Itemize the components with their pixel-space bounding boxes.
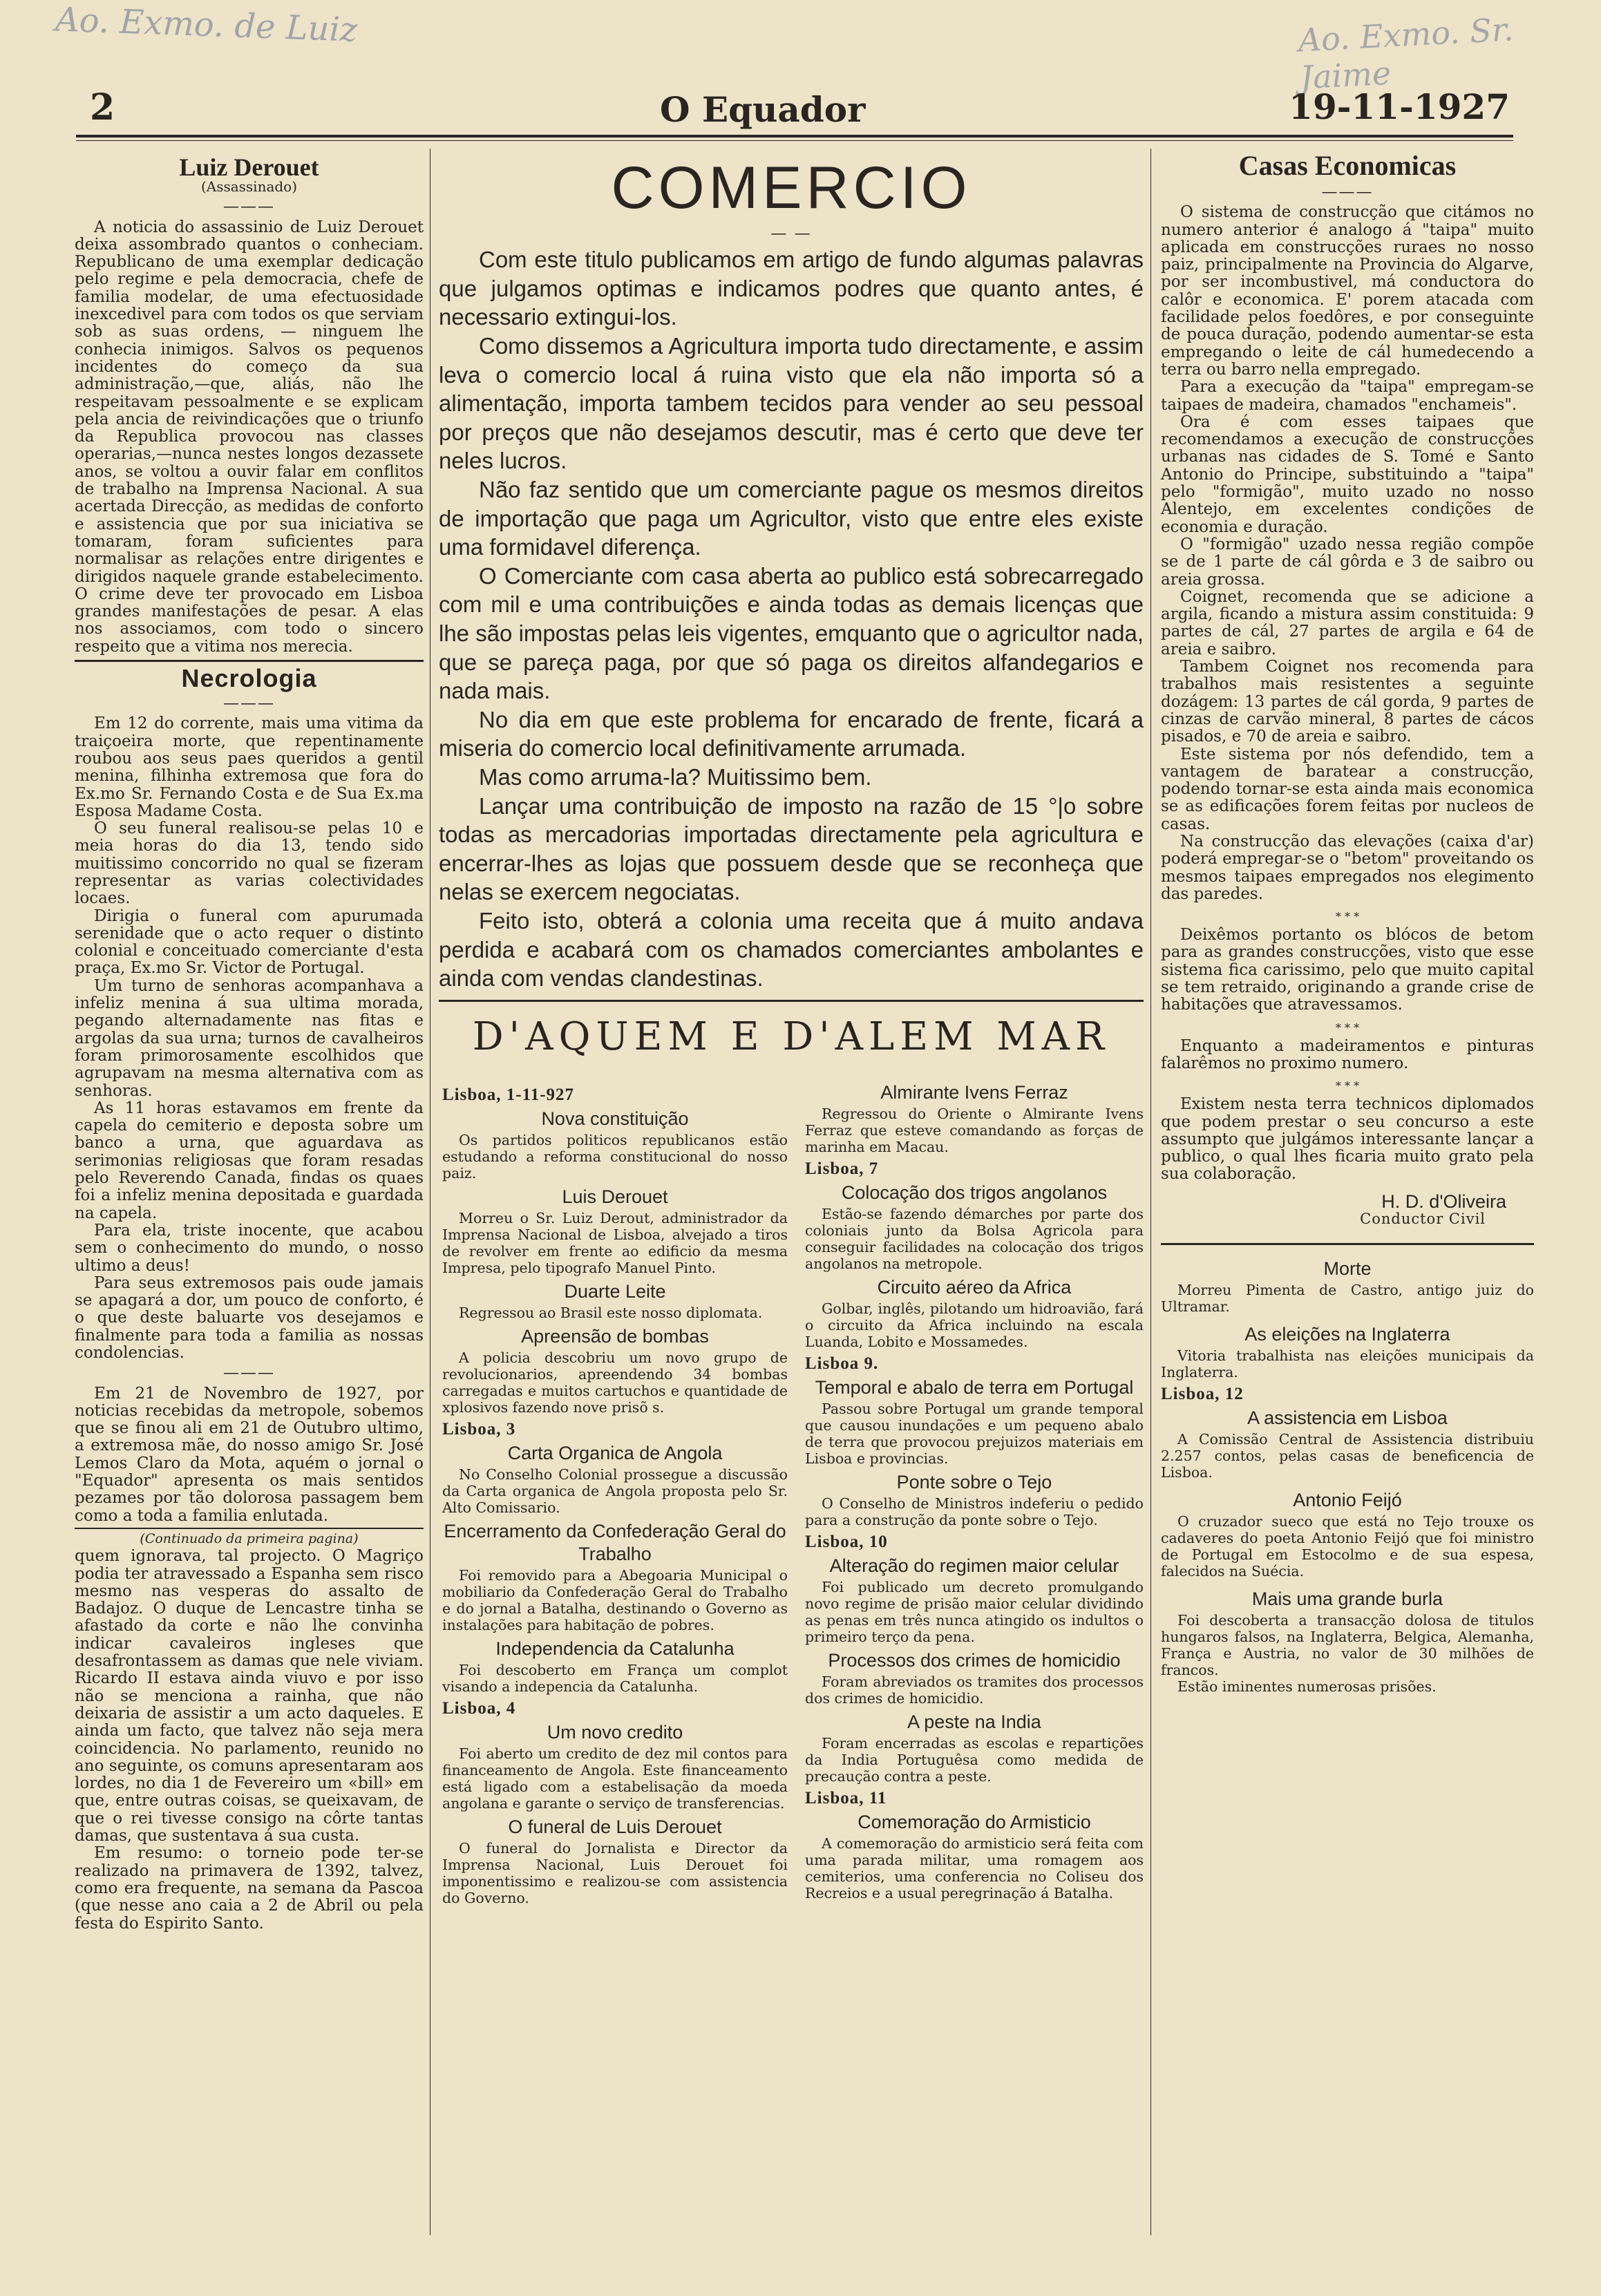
section-title: Necrologia [181,664,317,693]
news-text: Foi removido para a Abegoaria Municipal o mobiliario da Confederação Geral do Trabalho e do jornal a Batalha, destinando o Governo as instalações para habitação de pobres. [442,1567,788,1633]
news-column-left [442,1081,788,1906]
divider: ——— [223,1364,275,1383]
dateline: Lisboa, 10 [805,1533,888,1551]
news-items [1161,1258,1534,1695]
divider: — — [770,225,812,243]
paragraph: O seu funeral realisou-se pelas 10 e meia horas do dia 13, tendo sido muitissimo concorrido no qual se fizeram representar as varias colectividades locaes. [75,819,424,908]
paragraph: Dirigia o funeral com apurumada serenidade que o acto requer o distinto colonial e conceituado comerciante d'esta praça, Ex.mo Sr. Victor de Portugal. [75,907,424,978]
paragraph: Em resumo: o torneio pode ter-se realizado na primavera de 1392, talvez, como era frequente, na semana da Pascoa (que nesse ano caia a 2 de Abril ou pela festa do Espirito Santo. [75,1844,424,1933]
news-headline: As eleições na Inglaterra [1244,1324,1450,1345]
news-headline: Nova constituição [541,1108,689,1129]
paragraph: Lançar uma contribuição de imposto na razão de 15 °|o sobre todas as mercadorias importadas directamente pela agricultura e encerrar-lhes as lojas que possuem desde que se reconheça que nelas se exercem negociatas. [439,793,1144,905]
paragraph: O "formigão" uzado nessa região compõe se de 1 parte de cál gôrda e 3 de saibro ou areia grossa. [1161,535,1534,589]
paragraph: Este sistema por nós defendido, tem a vantagem de baratear a construcção, podendo tornar-se esta ainda mais economica se as edificações forem feitas por nucleos de casas. [1161,745,1534,833]
paper-name: O Equador [660,89,866,130]
paragraph: Para a execução da "taipa" empregam-se taipaes de madeira, chamados "enchameis". [1161,378,1534,414]
paragraph: Para ela, triste inocente, que acabou sem o conhecimento do mundo, o nosso ultimo a deus! [75,1221,424,1275]
dateline: Lisboa, 11 [805,1789,887,1808]
paragraph: Existem nesta terra technicos diplomados que podem prestar o seu concurso a este assumpto que julgámos interessante lançar a publico, o qual lhes ficaria muito grato pela sua colaboração. [1161,1095,1534,1184]
news-headline: Apreensão de bombas [521,1326,709,1347]
column-right [1161,150,1534,1696]
news-headline: Colocação dos trigos angolanos [841,1182,1108,1203]
news-text: Morreu Pimenta de Castro, antigo juiz do Ultramar. [1161,1282,1534,1316]
asterism: * * * [1335,1079,1360,1093]
news-text: Estão iminentes numerosas prisões. [1177,1678,1437,1696]
news-headline: Encerramento da Confederação Geral do Trabalho [444,1521,786,1564]
divider: ——— [223,198,275,216]
news-text: Passou sobre Portugal um grande temporal que causou inundações e um pequeno abalo de terra que provocou prejuizos materiais em Lisboa e provincias. [805,1401,1144,1467]
article-subtitle: (Assassinado) [200,178,298,195]
news-headline: Almirante Ivens Ferraz [880,1082,1068,1103]
section-title: D'AQUEM E D'ALEM MAR [472,1014,1110,1059]
paragraph: Com este titulo publicamos em artigo de fundo algumas palavras que julgamos optimas e indicamos podres que quanto antes, é necessario extingui-los. [439,247,1144,330]
paragraph: Feito isto, obterá a colonia uma receita que á muito andava perdida e acabará com os chamados comerciantes ambolantes e ainda com vendas clandestinas. [439,907,1144,992]
asterism: * * * [1335,1021,1360,1034]
masthead-rule [76,135,1513,137]
paragraph: Em 12 do corrente, mais uma vitima da traiçoeira morte, que repentinamente roubou aos seus paes queridos a gentil menina, filhinha extremosa que fora do Ex.mo Sr. Fernando Costa e de Sua Ex.ma Esposa Madame Costa. [75,714,424,820]
news-text: Foi descoberta a transacção dolosa de titulos hungaros falsos, na Inglaterra, Belgica, Alemanha, França e Austria, no valor de 30 milhões de francos. [1161,1612,1534,1679]
news-headline: Independencia da Catalunha [495,1638,735,1659]
paragraph: Na construcção das elevações (caixa d'ar) poderá empregar-se o "betom" proveitando os mesmos taipaes empregados nos elegimento das paredes. [1161,832,1534,903]
dateline: Lisboa, 3 [442,1420,516,1439]
paragraph: quem ignorava, tal projecto. O Magriço podia ter atravessado a Espanha sem risco mesmo nas vesperas do assalto de Badajoz. O duque de Lencastre tinha se afastado da corte e não lhe convinha indicar cavaleiros ingleses que desafrontassem as damas que nele viviam. Ricardo II estava ainda viuvo e por isso não se menciona a rainha, que não deixaria de assistir a um acto daqueles. E ainda um facto, que talvez não seja mera coincidencia. No parlamento, reunido no ano seguinte, os comuns apresentaram aos lordes, no dia 1 de Fevereiro um «bill» em que, entre outras coisas, se queixavam, de que o rei tivesse consigo na côrte tantas damas, que sustentava á sua custa. [75,1547,424,1846]
dateline: Lisboa, 1-11-927 [442,1085,575,1104]
news-headline: Antonio Feijó [1293,1490,1402,1511]
news-text: Foi publicado um decreto promulgando novo regime de prisão maior celular dividindo as penas em três nunca atingido os indultos o primeiro terço da pena. [805,1579,1144,1645]
page-number: 2 [90,86,115,129]
continued-note: (Continuado da primeira pagina) [140,1530,359,1546]
article-text: A noticia do assassinio de Luiz Derouet deixa assombrado quantos o conheciam. Republicano de uma exemplar dedicação pelo regime e pela democracia, chefe de familia modelar, de uma efectuosidade inexcedivel para com todos os que serviam sob as suas ordens, — ninguem lhe conhecia inimigos. Salvos os pequenos incidentes do começo da sua administração,—que, aliás, não lhe respeitavam pessoalmente e se explicam pela ancia de reivindicações que o triunfo da Republica provocou nas classes operarias,—nunca nestes longos dezassete anos, se voltou a ouvir falar em conflitos de trabalho na Imprensa Nacional. A sua acertada Direcção, as medidas de conforto e assistencia que por sua iniciativa se tomaram, foram suficientes para normalisar as relações entre dirigentes e dirigidos naquele grande estabelecimento. O crime deve ter provocado em Lisboa grandes manifestações de pesar. A elas nos associamos, com todo o sincero respeito que a vitima nos merecia. [75,218,424,656]
divider: ——— [1321,183,1374,201]
section-rule [439,1000,1144,1002]
paragraph: O sistema de construcção que citámos no numero anterior é analogo á "taipa" muito aplicada em construcções ruraes no nosso paiz, principalmente na Provincia do Algarve, por ser incombustivel, má conductora do calôr e economica. E' porem atacada com facilidade pelos foedôres, e por conseguinte de pouca duração, podendo aumentar-se esta empregando o leite de cál humedecendo a terra ou barro nella empregado. [1161,203,1534,379]
paragraph: Tambem Coignet nos recomenda para trabalhos mais resistentes a seguinte dozágem: 13 partes de cál gorda, 9 partes de cinzas de carvão mineral, 8 partes de cácos pisados, e 70 de areia e saibro. [1161,658,1534,746]
news-text: Foi descoberto em França um complot visando a indepencia da Catalunha. [442,1662,788,1695]
news-text: No Conselho Colonial prossegue a discussão da Carta organica de Angola proposta pelo Sr. Alto Comissario. [442,1466,788,1516]
news-text: Foram abreviados os tramites dos processos dos crimes de homicidio. [805,1673,1144,1707]
column-left [75,153,424,1933]
news-column-right [805,1081,1144,1901]
news-text: O cruzador sueco que está no Tejo trouxe os cadaveres do poeta Antonio Feijó que foi ministro de Portugal em Estocolmo e de sua espesa, falecidos na Suécia. [1161,1513,1534,1580]
paragraph: Para seus extremosos pais oude jamais se apagará a dor, um pouco de conforto, é o que deste baluarte vos desejamos e finalmente para toda a familia as nossas condolencias. [75,1273,424,1362]
news-text: Golbar, inglês, pilotando um hidroavião, fará o circuito da Africa incluindo na escala Luanda, Lobito e Mossamedes. [805,1300,1144,1350]
signature: H. D. d'Oliveira [1381,1190,1506,1212]
signature-role: Conductor Civil [1360,1211,1486,1228]
handwritten-note-left: Ao. Exmo. de Luiz [55,0,359,50]
paragraph: Como dissemos a Agricultura importa tudo directamente, e assim leva o comercio local á ruina visto que ela não importa só a alimentação, importa tambem tecidos para vender ao seu pessoal por preços que não desejamos descutir, mas é certo que deve ter neles lucros. [439,333,1144,474]
news-text: Foi aberto um credito de dez mil contos para financeamento de Angola. Este financeamento está ligado com a estabelisação da moeda angolana e garante o serviço de transferencias. [442,1745,788,1812]
news-text: Regressou ao Brasil este nosso diplomata. [459,1304,763,1321]
news-headline: A peste na India [907,1711,1041,1732]
news-text: Morreu o Sr. Luiz Derout, administrador da Imprensa Nacional de Lisboa, alvejado a tiros de revolver em frente ao edificio da mesma Impresa, pelo tipografo Manuel Pinto. [442,1210,788,1276]
news-headline: Um novo credito [547,1722,683,1743]
news-headline: O funeral de Luis Derouet [508,1816,722,1837]
news-text: Regressou do Oriente o Almirante Ivens Ferraz que esteve comandando as forças de marinha em Macau. [805,1106,1144,1155]
issue-date: 19-11-1927 [1289,86,1510,127]
news-headline: Duarte Leite [564,1281,666,1302]
news-headline: Alteração do regimen maior celular [829,1555,1119,1576]
masthead [79,86,1510,135]
article-title: Luiz Derouet [179,153,319,181]
paragraph: Ora é com esses taipaes que recomendamos a execução de construcções urbanas nas cidades de S. Tomé e Santo Antonio do Principe, substituindo a "taipa" pelo "formigão", muito uzado no nosso Alentejo, em excelentes condições de economia e duração. [1161,412,1534,536]
paragraph: Não faz sentido que um comerciante pague os mesmos direitos de importação que paga um Agricultor, visto que entre eles existe uma formidavel diferença. [439,477,1144,560]
masthead-rule-thin [76,140,1513,141]
article-title: COMERCIO [611,155,972,221]
news-headline: Carta Organica de Angola [507,1443,723,1463]
asterism: * * * [1335,910,1360,924]
news-text: Foram encerradas as escolas e repartições da India Portuguêsa como medida de precaução contra a peste. [805,1735,1144,1785]
section-rule [75,660,424,662]
news-text: Estão-se fazendo démarches por parte dos coloniais junto da Bolsa Agricola para conseguir facilidades na colocação dos trigos angolanos na metropole. [805,1206,1144,1272]
news-text: O funeral do Jornalista e Director da Imprensa Nacional, Luis Derouet foi imponentissimo e realizou-se com assistencia do Governo. [442,1840,788,1906]
paragraph: No dia em que este problema for encarado de frente, ficará a miseria do comercio local definitivamente arrumada. [439,706,1144,761]
news-headline: Luis Derouet [562,1186,668,1207]
article-title: Casas Economicas [1238,150,1457,181]
dateline: Lisboa, 12 [1161,1385,1244,1404]
news-headline: Comemoração do Armisticio [858,1812,1091,1832]
news-headline: Ponte sobre o Tejo [896,1472,1052,1492]
dateline: Lisboa 9. [805,1354,879,1373]
news-text: A policia descobriu um novo grupo de revolucionarios, apreendendo 34 bombas carregadas e muitos cartuchos e quantidade de xplosivos fazendo nove prisõ s. [442,1349,788,1416]
news-headline: Mais uma grande burla [1251,1588,1443,1610]
paragraph: Mas como arruma-la? Muitissimo bem. [479,763,872,790]
handwritten-note-right: Ao. Exmo. Sr. Jaime [1297,10,1515,97]
news-text: Vitoria trabalhista nas eleições municipais da Inglaterra. [1161,1347,1534,1381]
paragraph: Em 21 de Novembro de 1927, por noticias recebidas da metropole, sobemos que se finou ali em 21 de Outubro ultimo, a extremosa mãe, do nosso amigo Sr. José Lemos Claro da Mota, aquém o jornal o "Equador" apresenta os mais sentidos pezames por tão dolorosa passagem bem como a toda a familia enlutada. [75,1384,424,1525]
news-headline: A assistencia em Lisboa [1247,1407,1448,1429]
section-rule [1161,1243,1534,1245]
news-text: A comemoração do armisticio será feita com uma parada militar, uma romagem aos cemiterios, uma conferencia no Coliseu dos Recreios e a usual peregrinação á Batalha. [805,1835,1144,1901]
news-text: A Comissão Central de Assistencia distribuiu 2.257 contos, pelas casas de beneficencia de Lisboa. [1161,1431,1534,1481]
paragraph: As 11 horas estavamos em frente da capela do cemiterio e deposta sobre um banco a urna, que aguardava as serimonias religiosas que foram resadas pelo Reverendo Canada, findas os quaes foi a infeliz menina depositada e guardada na capela. [75,1099,424,1222]
paragraph: Coignet, recomenda que se adicione a argila, ficando a mistura assim constituida: 9 partes de cál, 27 partes de argila e 64 de areia e saibro. [1161,587,1534,658]
paragraph: Deixêmos portanto os blócos de betom para as grandes construcções, visto que esse sistema fica carissimo, pelo que muito capital se tem retraido, originando a grande crise de habitações que atravessamos. [1161,926,1534,1014]
comercio-article [439,153,1144,993]
section-rule [75,1528,424,1529]
paragraph: Enquanto a madeiramentos e pinturas falarêmos no proximo numero. [1161,1036,1534,1072]
news-headline: Processos dos crimes de homicidio [828,1650,1121,1671]
divider: ——— [223,694,275,713]
paragraph: Um turno de senhoras acompanhava a infeliz menina á sua ultima morada, pegando alternadamente nas fitas e argolas da sua urna; turnos de cavalheiros foram primorosamente escolhidos que agrupavam na mesma alternativa com as senhoras. [75,976,424,1100]
dateline: Lisboa, 7 [805,1159,879,1178]
news-text: O Conselho de Ministros indeferiu o pedido para a construção da ponte sobre o Tejo. [805,1495,1144,1528]
column-rule [1150,149,1151,2235]
paragraph: O Comerciante com casa aberta ao publico está sobrecarregado com mil e uma contribuições e ainda todas as demais licenças que lhe são impostas pelas leis vigentes, emquanto que o agricultor nada, que se pareça paga, por que só paga os direitos alfandegarios e nada mais. [439,562,1144,704]
news-headline: Circuito aéreo da Africa [877,1277,1072,1298]
news-text: Os partidos politicos republicanos estão estudando a reforma constitucional do nosso paiz. [442,1132,788,1182]
news-headline: Morte [1323,1258,1372,1280]
news-headline: Temporal e abalo de terra em Portugal [815,1377,1134,1398]
dateline: Lisboa, 4 [442,1699,516,1718]
column-center [439,153,1144,1068]
